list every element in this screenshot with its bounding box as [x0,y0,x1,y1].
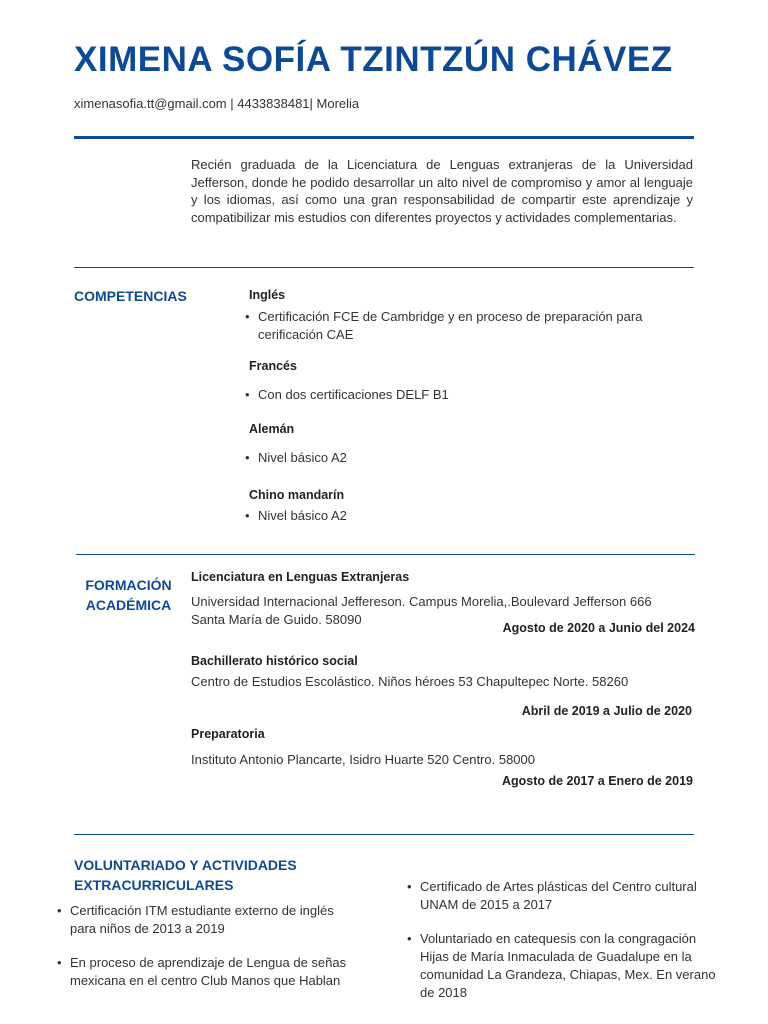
bullet-dot: • [57,903,62,918]
bullet-dot: • [245,387,250,402]
profile-summary: Recién graduada de la Licenciatura de Lenguas extranjeras de la Universidad Jefferson, donde he podido desarrollar un alto nivel de compromiso y amor al lenguaje y los idiomas, así como una gran responsabilidad de compartir este aprendizaje y compatibilizar mis estudios con diferentes proyectos y actividades complementarias. [191,157,693,225]
education-dates: Agosto de 2020 a Junio del 2024 [502,621,695,635]
education-detail: Universidad Internacional Jeffereson. Campus Morelia,.Boulevard Jefferson 666 Santa María de Guido. 58090 [191,594,652,627]
bullet-dot: • [245,508,250,523]
skill-title: Francés [249,359,297,373]
education-dates: Abril de 2019 a Julio de 2020 [521,704,692,718]
skill-title: Chino mandarín [249,488,345,502]
resume-name: XIMENA SOFÍA TZINTZÚN CHÁVEZ [74,40,673,79]
education-dates: Agosto de 2017 a Enero de 2019 [501,774,693,788]
activity-bullet: • Certificación ITM estudiante externo de inglés para niños de 2013 a 2019 [57,903,334,936]
bullet-dot: • [57,955,62,970]
education-title: Preparatoria [191,727,265,741]
bullet-dot: • [407,879,412,894]
bullet-dot: • [407,931,412,946]
section-divider [74,834,694,835]
voluntariado-heading: VOLUNTARIADO Y ACTIVIDADES EXTRACURRICULARES [74,857,297,893]
competencias-heading: COMPETENCIAS [74,288,187,304]
skill-bullet: • Certificación FCE de Cambridge y en proceso de preparación para cerificación CAE [245,309,643,342]
bullet-dot: • [245,450,250,465]
skill-title: Alemán [249,422,295,436]
activity-bullet: • En proceso de aprendizaje de Lengua de señas mexicana en el centro Club Manos que Hablan [57,955,347,988]
section-divider [76,554,695,555]
education-detail: Centro de Estudios Escolástico. Niños héroes 53 Chapultepec Norte. 58260 [191,674,629,689]
skill-bullet: • Con dos certificaciones DELF B1 [245,387,449,402]
formacion-heading: FORMACIÓN ACADÉMICA [85,577,172,613]
activity-bullet: • Voluntariado en catequesis con la congragación Hijas de María Inmaculada de Guadalupe en la comunidad La Grandeza, Chiapas, Mex. En verano de 2018 [407,931,716,1000]
contact-info: ximenasofia.tt@gmail.com | 4433838481| Morelia [74,96,360,111]
skill-bullet: • Nivel básico A2 [245,450,347,465]
education-title: Licenciatura en Lenguas Extranjeras [191,570,410,584]
header-divider [74,136,694,139]
skill-bullet: • Nivel básico A2 [245,508,347,523]
section-divider [74,267,694,268]
activity-bullet: • Certificado de Artes plásticas del Centro cultural UNAM de 2015 a 2017 [407,879,697,912]
education-title: Bachillerato histórico social [191,654,358,668]
skill-title: Inglés [249,288,286,302]
bullet-dot: • [245,309,250,324]
education-detail: Instituto Antonio Plancarte, Isidro Huarte 520 Centro. 58000 [191,752,535,767]
